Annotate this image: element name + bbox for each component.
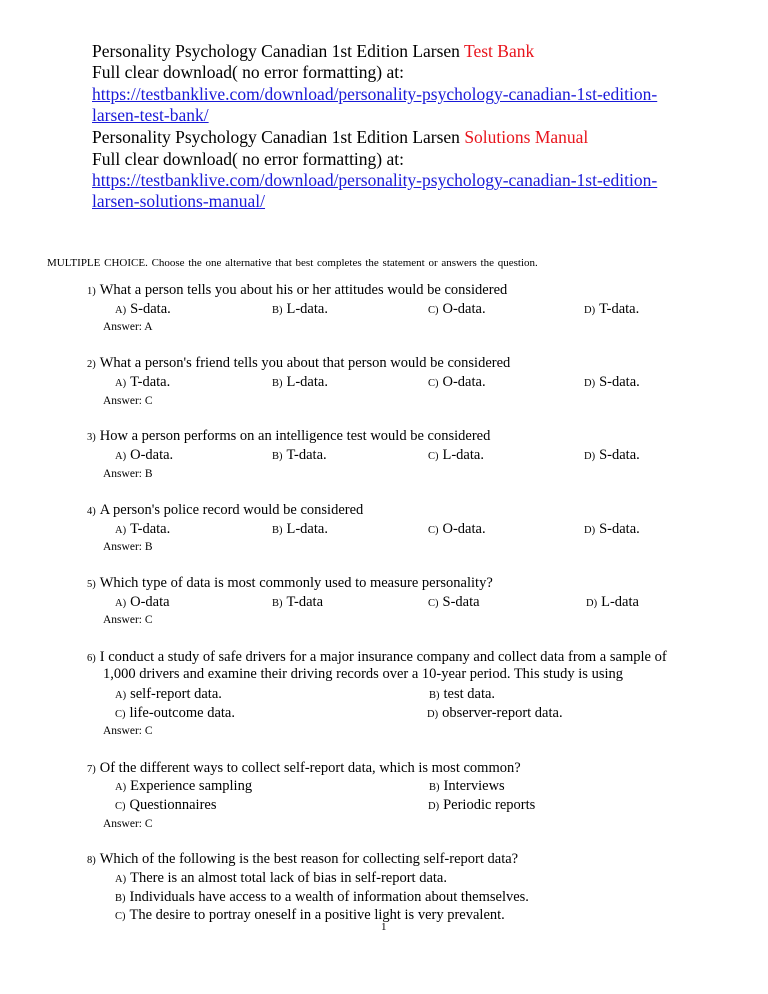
option-label: B) [429,690,440,701]
option-c [115,906,505,924]
question-text: A person's police record would be considered [99,502,364,518]
option-label: C) [428,451,439,462]
download-line-2: Full clear download( no error formatting) at: [92,149,404,169]
question-number: 2) [87,359,96,370]
option-label: D) [427,709,439,720]
question-text: Which type of data is most commonly used to measure personality? [99,575,493,591]
option-text: Interviews [443,778,505,794]
question-number: 4) [87,506,96,517]
test-bank-label: Test Bank [464,41,535,61]
option-label: B) [115,893,126,904]
option-d [428,796,535,814]
option-label: C) [428,305,439,316]
option-a [115,869,447,887]
option-text: S-data. [130,301,171,317]
page-number: 1 [381,921,387,933]
answer: Answer: B [103,468,153,480]
option-label: D) [584,378,596,389]
solutions-link-line-2[interactable]: larsen-solutions-manual/ [92,191,266,211]
option-text: life-outcome data. [129,705,235,721]
question-4 [87,501,363,519]
option-a [115,373,170,391]
option-text: self-report data. [130,686,222,702]
option-label: C) [115,709,126,720]
question-5 [87,574,493,592]
question-text: What a person's friend tells you about that person would be considered [99,355,511,371]
question-7 [87,759,521,777]
option-label: B) [272,525,283,536]
option-text: O-data. [442,521,486,537]
option-b [429,685,495,703]
option-d [584,520,640,538]
option-d [586,593,639,611]
option-text: observer-report data. [442,705,563,721]
option-text: L-data. [286,374,328,390]
option-text: L-data. [286,301,328,317]
question-number: 5) [87,579,96,590]
option-a [115,520,170,538]
question-3 [87,427,490,445]
option-label: A) [115,782,127,793]
question-8 [87,850,518,868]
header-title-1 [92,41,534,61]
test-bank-link-line-2[interactable]: larsen-test-bank/ [92,105,209,125]
option-label: D) [584,525,596,536]
option-c [115,704,235,722]
question-number: 3) [87,432,96,443]
option-label: A) [115,525,127,536]
option-d [427,704,563,722]
option-text: L-data. [286,521,328,537]
option-b [272,520,328,538]
option-b [272,446,327,464]
option-d [584,446,640,464]
option-label: A) [115,451,127,462]
option-text: T-data. [286,447,327,463]
option-b [272,300,328,318]
option-label: B) [272,451,283,462]
solutions-manual-label: Solutions Manual [464,127,589,147]
option-a [115,446,173,464]
option-text: T-data. [130,374,171,390]
option-text: T-data. [599,301,640,317]
question-text: I conduct a study of safe drivers for a major insurance company and collect data from a sample of [99,649,667,665]
option-text: The desire to portray oneself in a positive light is very prevalent. [129,907,505,923]
option-label: B) [429,782,440,793]
option-b [429,777,505,795]
option-text: test data. [443,686,496,702]
option-label: C) [428,525,439,536]
option-text: Periodic reports [443,797,536,813]
option-b [272,593,323,611]
option-text: O-data. [442,301,486,317]
question-number: 6) [87,653,96,664]
option-label: C) [115,801,126,812]
option-b [115,888,529,906]
download-line-1: Full clear download( no error formatting) at: [92,62,404,82]
header-title-2 [92,127,588,147]
answer: Answer: C [103,395,153,407]
header-title-2-text: Personality Psychology Canadian 1st Edition Larsen [92,127,460,147]
option-text: Experience sampling [130,778,253,794]
header-title-1-text: Personality Psychology Canadian 1st Edition Larsen [92,41,460,61]
option-text: T-data. [130,521,171,537]
option-d [584,300,639,318]
question-1 [87,281,507,299]
option-label: D) [584,451,596,462]
option-label: A) [115,378,127,389]
option-text: L-data [601,594,639,610]
option-a [115,300,171,318]
question-text-continued: 1,000 drivers and examine their driving records over a 10-year period. This study is using [103,666,623,682]
option-label: A) [115,305,127,316]
option-label: C) [428,598,439,609]
option-text: Questionnaires [129,797,217,813]
answer: Answer: A [103,321,153,333]
option-text: O-data. [130,447,174,463]
option-text: S-data. [599,447,640,463]
question-text: Of the different ways to collect self-report data, which is most common? [99,760,521,776]
option-label: C) [428,378,439,389]
option-label: B) [272,305,283,316]
instructions: MULTIPLE CHOICE. Choose the one alternative that best completes the statement or answers the question. [47,257,538,269]
question-number: 1) [87,286,96,297]
option-c [428,446,484,464]
question-text: What a person tells you about his or her attitudes would be considered [99,282,508,298]
question-2 [87,354,510,372]
question-text: Which of the following is the best reason for collecting self-report data? [99,851,519,867]
option-text: S-data [442,594,480,610]
answer: Answer: C [103,818,153,830]
option-text: There is an almost total lack of bias in self-report data. [130,870,447,886]
option-label: B) [272,378,283,389]
answer: Answer: C [103,614,153,626]
option-label: B) [272,598,283,609]
answer: Answer: B [103,541,153,553]
question-text: How a person performs on an intelligence test would be considered [99,428,491,444]
question-number: 7) [87,764,96,775]
option-a [115,593,170,611]
option-label: C) [115,911,126,922]
option-a [115,777,252,795]
option-text: O-data [130,594,170,610]
option-label: D) [584,305,596,316]
option-c [428,520,486,538]
test-bank-link-line-1[interactable]: https://testbanklive.com/download/personality-psychology-canadian-1st-edition- [92,84,658,104]
option-label: A) [115,690,127,701]
option-a [115,685,222,703]
question-number: 8) [87,855,96,866]
question-6 [87,648,667,666]
solutions-link-line-1[interactable]: https://testbanklive.com/download/personality-psychology-canadian-1st-edition- [92,170,658,190]
option-text: L-data. [442,447,484,463]
option-b [272,373,328,391]
answer: Answer: C [103,725,153,737]
option-label: A) [115,598,127,609]
option-c [428,373,486,391]
option-text: T-data [286,594,324,610]
option-c [428,300,486,318]
option-label: D) [586,598,598,609]
option-label: A) [115,874,127,885]
option-d [584,373,640,391]
option-label: D) [428,801,440,812]
option-c [115,796,216,814]
option-text: S-data. [599,521,640,537]
option-text: O-data. [442,374,486,390]
option-text: Individuals have access to a wealth of information about themselves. [129,889,529,905]
option-c [428,593,480,611]
option-text: S-data. [599,374,640,390]
